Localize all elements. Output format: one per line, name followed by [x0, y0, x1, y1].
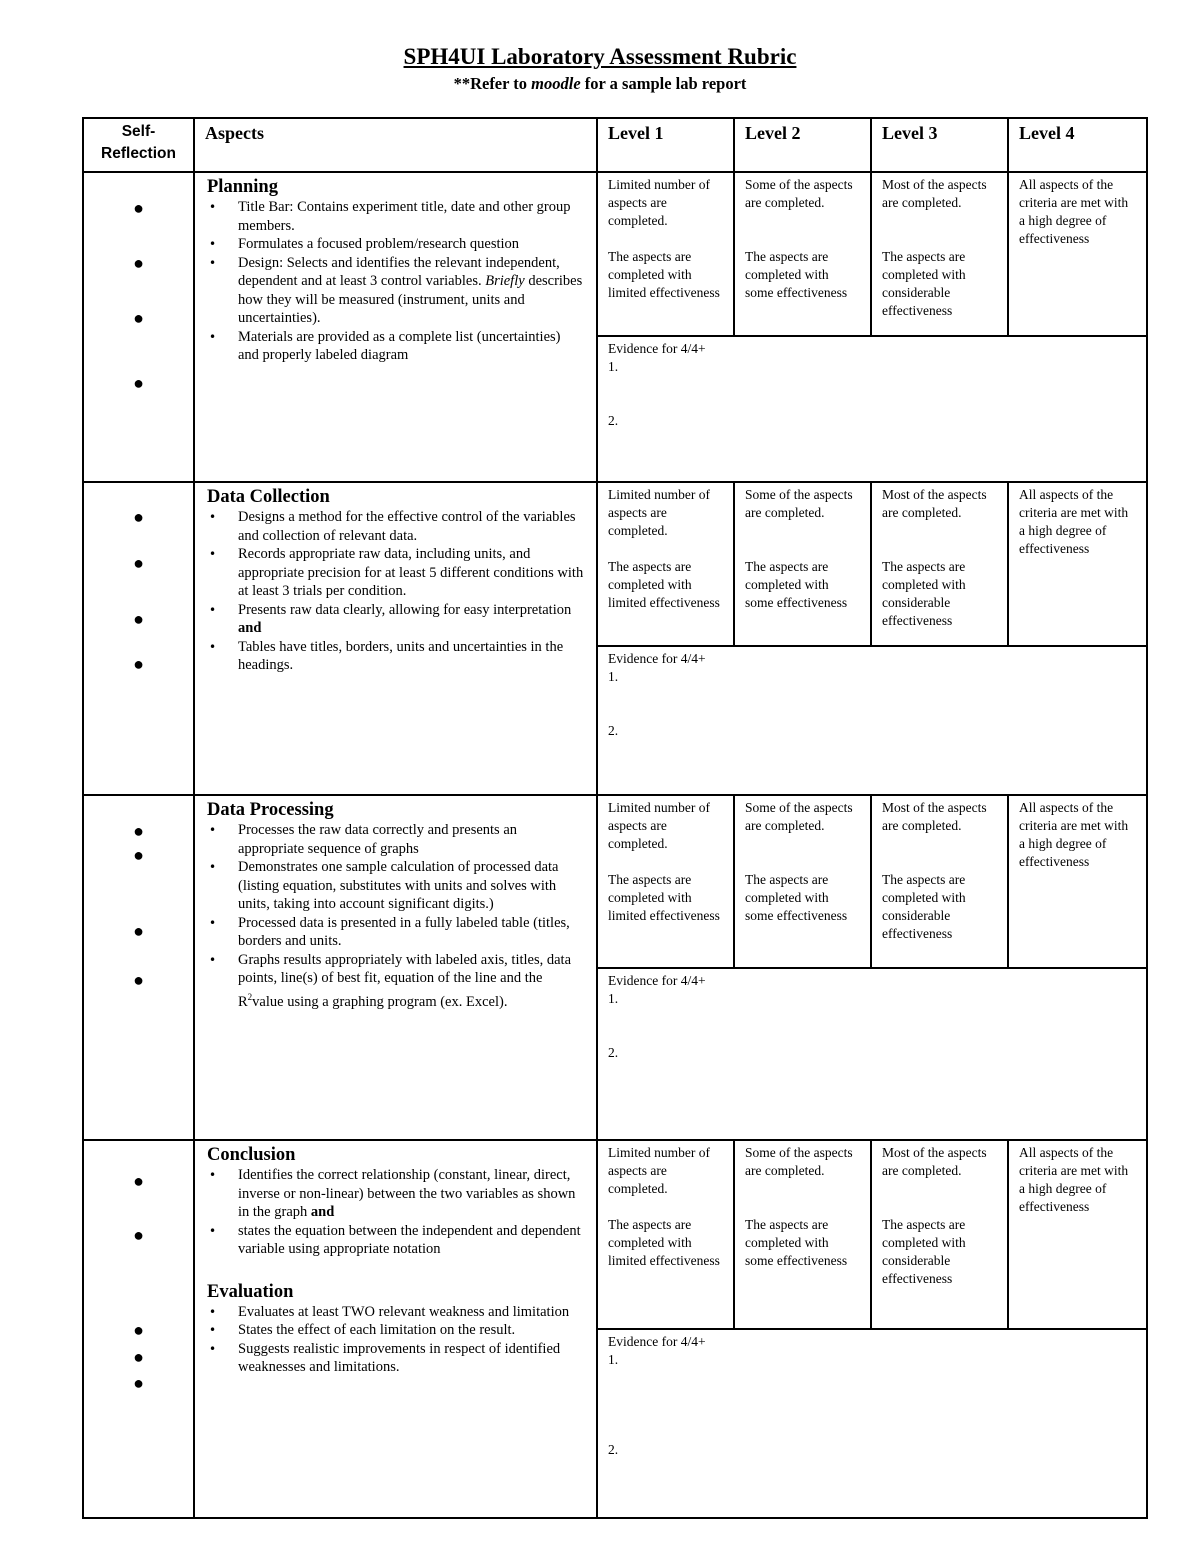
- criterion: • Suggests realistic improvements in respect of identified weaknesses and limitations.: [207, 1340, 584, 1377]
- level-4-description: All aspects of the criteria are met with a high degree of effectiveness: [1008, 1140, 1147, 1329]
- header-row: [83, 118, 1147, 172]
- self-bullet[interactable]: ●: [133, 1320, 144, 1340]
- level-4-description: All aspects of the criteria are met with a high degree of effectiveness: [1008, 795, 1147, 968]
- planning-aspects: [194, 172, 597, 482]
- evidence-item-1: 1.: [608, 359, 619, 374]
- criterion: • Formulates a focused problem/research question: [207, 235, 584, 254]
- section-title: Data Collection: [207, 487, 330, 507]
- criterion: • Processed data is presented in a fully labeled table (titles, borders and units.: [207, 914, 584, 951]
- section-title: Data Processing: [207, 800, 334, 820]
- evidence-box[interactable]: [597, 968, 1147, 1140]
- self-bullet[interactable]: ●: [133, 553, 144, 573]
- header-level-2: Level 2: [734, 118, 871, 172]
- level-2-description: Some of the aspects are completed. The aspects are completed with some effectiveness: [734, 172, 871, 336]
- self-bullet[interactable]: ●: [133, 198, 144, 218]
- level-1-description: Limited number of aspects are completed. The aspects are completed with limited effectiveness: [597, 1140, 734, 1329]
- evidence-item-1: 1.: [608, 1352, 619, 1367]
- conclusion-aspects: [194, 1140, 597, 1518]
- header-level-1: Level 1: [597, 118, 734, 172]
- data-collection-aspects: [194, 482, 597, 795]
- evidence-box[interactable]: [597, 1329, 1147, 1518]
- self-bullet[interactable]: ●: [133, 1373, 144, 1393]
- level-2-description: Some of the aspects are completed. The aspects are completed with some effectiveness: [734, 482, 871, 646]
- self-bullet[interactable]: ●: [133, 821, 144, 841]
- page-subtitle: [0, 74, 1200, 94]
- header-level-4: Level 4: [1008, 118, 1147, 172]
- criteria-list: [207, 198, 584, 365]
- self-bullet[interactable]: ●: [133, 654, 144, 674]
- header-self-reflection: Self- Reflection: [83, 118, 194, 172]
- level-2-description: Some of the aspects are completed. The aspects are completed with some effectiveness: [734, 1140, 871, 1329]
- page-title: SPH4UI Laboratory Assessment Rubric: [403, 44, 797, 69]
- evidence-label: Evidence for 4/4+: [608, 973, 706, 988]
- level-4-description: All aspects of the criteria are met with a high degree of effectiveness: [1008, 172, 1147, 336]
- criteria-list: [207, 821, 584, 1011]
- criterion: • states the equation between the independent and dependent variable using appropriate notation: [207, 1222, 584, 1259]
- header-aspects: Aspects: [194, 118, 597, 172]
- criterion: • Demonstrates one sample calculation of processed data (listing equation, substitutes with units and solves with units, taking into account significant digits.): [207, 858, 584, 914]
- level-1-description: Limited number of aspects are completed. The aspects are completed with limited effectiveness: [597, 482, 734, 646]
- level-3-description: Most of the aspects are completed. The aspects are completed with considerable effectiveness: [871, 1140, 1008, 1329]
- self-bullet[interactable]: ●: [133, 609, 144, 629]
- criterion: • Presents raw data clearly, allowing for easy interpretation and: [207, 601, 584, 638]
- data-processing-row-top: [83, 795, 1147, 968]
- evidence-item-1: 1.: [608, 991, 619, 1006]
- self-bullet[interactable]: ●: [133, 1171, 144, 1191]
- data-collection-row-top: [83, 482, 1147, 646]
- evidence-item-2: 2.: [608, 413, 619, 428]
- section-title: Conclusion: [207, 1145, 296, 1165]
- evidence-item-2: 2.: [608, 723, 619, 738]
- criterion: • Title Bar: Contains experiment title, date and other group members.: [207, 198, 584, 235]
- self-bullet[interactable]: ●: [133, 1347, 144, 1367]
- self-bullet[interactable]: ●: [133, 308, 144, 328]
- evidence-item-1: 1.: [608, 669, 619, 684]
- criteria-list: [207, 1303, 584, 1377]
- self-bullet[interactable]: ●: [133, 921, 144, 941]
- subtitle-suffix: for a sample lab report: [580, 74, 747, 93]
- self-bullet[interactable]: ●: [133, 253, 144, 273]
- subtitle-moodle: moodle: [531, 74, 581, 93]
- conclusion-row-top: [83, 1140, 1147, 1329]
- self-bullet[interactable]: ●: [133, 507, 144, 527]
- criterion: • Identifies the correct relationship (constant, linear, direct, inverse or non-linear) between the two variables as shown in the graph and: [207, 1166, 584, 1222]
- rubric-table: [82, 117, 1148, 1519]
- section-title: Planning: [207, 177, 278, 197]
- evidence-label: Evidence for 4/4+: [608, 341, 706, 356]
- evidence-box[interactable]: [597, 646, 1147, 795]
- data-processing-self-reflection: [83, 795, 194, 1140]
- level-4-description: All aspects of the criteria are met with a high degree of effectiveness: [1008, 482, 1147, 646]
- evidence-box[interactable]: [597, 336, 1147, 482]
- planning-self-reflection: [83, 172, 194, 482]
- level-1-description: Limited number of aspects are completed. The aspects are completed with limited effectiveness: [597, 172, 734, 336]
- criterion: • Graphs results appropriately with labeled axis, titles, data points, line(s) of best fit, equation of the line and the $R^2value$ using a graphing program (ex. Excel).: [207, 951, 584, 1011]
- subtitle-prefix: **Refer to: [453, 74, 532, 93]
- planning-row-top: [83, 172, 1147, 336]
- evidence-label: Evidence for 4/4+: [608, 651, 706, 666]
- criterion: • Designs a method for the effective control of the variables and collection of relevant data.: [207, 508, 584, 545]
- criterion: • Design: Selects and identifies the relevant independent, dependent and at least 3 control variables. Briefly describes how they will be measured (instrument, units and uncertainties).: [207, 254, 584, 328]
- criterion: • Records appropriate raw data, including units, and appropriate precision for at least 5 different conditions with at least 3 trials per condition.: [207, 545, 584, 601]
- level-1-description: Limited number of aspects are completed. The aspects are completed with limited effectiveness: [597, 795, 734, 968]
- criteria-list: [207, 1166, 584, 1259]
- evidence-item-2: 2.: [608, 1442, 619, 1457]
- level-3-description: Most of the aspects are completed. The aspects are completed with considerable effectiveness: [871, 795, 1008, 968]
- data-processing-aspects: [194, 795, 597, 1140]
- data-collection-self-reflection: [83, 482, 194, 795]
- criterion: • Evaluates at least TWO relevant weakness and limitation: [207, 1303, 584, 1322]
- self-bullet[interactable]: ●: [133, 970, 144, 990]
- self-bullet[interactable]: ●: [133, 1225, 144, 1245]
- criterion: • Materials are provided as a complete list (uncertainties) and properly labeled diagram: [207, 328, 584, 365]
- criterion: • Tables have titles, borders, units and uncertainties in the headings.: [207, 638, 584, 675]
- criterion: • States the effect of each limitation on the result.: [207, 1321, 584, 1340]
- section-title: Evaluation: [207, 1281, 294, 1302]
- level-3-description: Most of the aspects are completed. The aspects are completed with considerable effectiveness: [871, 172, 1008, 336]
- header-level-3: Level 3: [871, 118, 1008, 172]
- level-2-description: Some of the aspects are completed. The aspects are completed with some effectiveness: [734, 795, 871, 968]
- criterion: • Processes the raw data correctly and presents an appropriate sequence of graphs: [207, 821, 584, 858]
- conclusion-self-reflection: [83, 1140, 194, 1518]
- self-bullet[interactable]: ●: [133, 845, 144, 865]
- evidence-label: Evidence for 4/4+: [608, 1334, 706, 1349]
- level-3-description: Most of the aspects are completed. The aspects are completed with considerable effectiveness: [871, 482, 1008, 646]
- self-bullet[interactable]: ●: [133, 373, 144, 393]
- criteria-list: [207, 508, 584, 675]
- evidence-item-2: 2.: [608, 1045, 619, 1060]
